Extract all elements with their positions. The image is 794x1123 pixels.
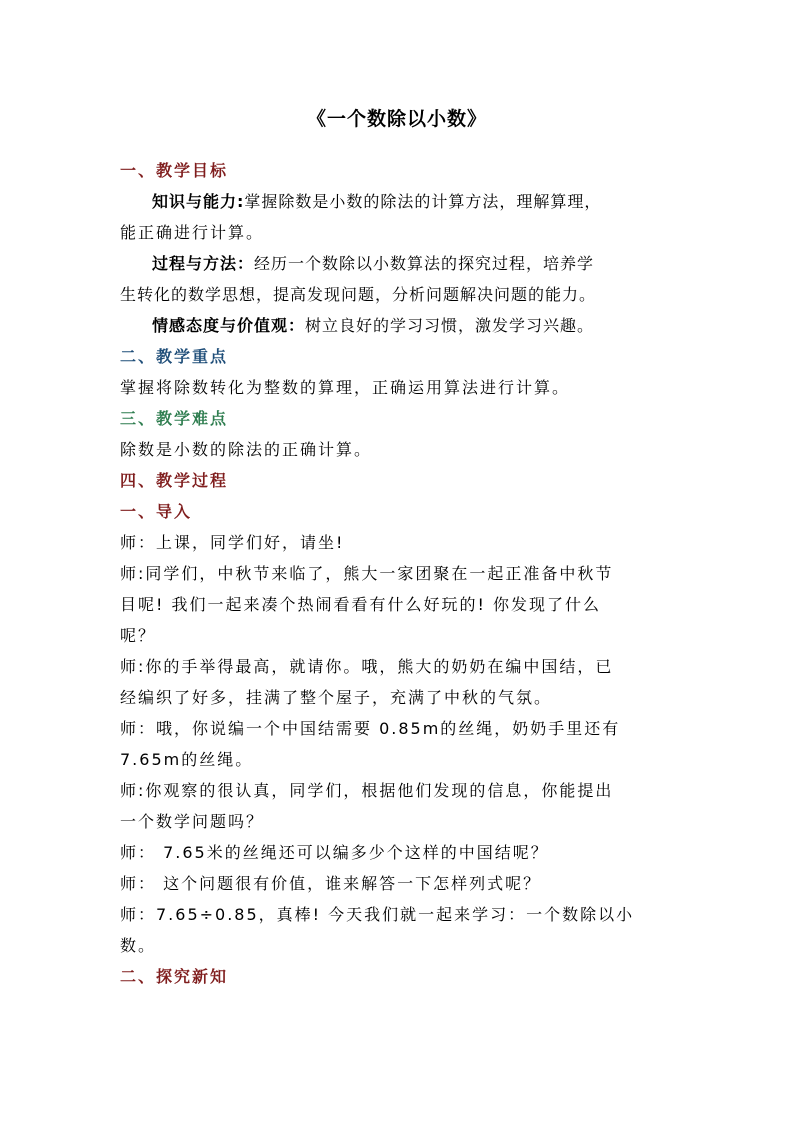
dialogue-line: 呢？ (120, 626, 157, 645)
objective-knowledge-line1 (120, 186, 676, 217)
objective-process-line2: 生转化的数学思想，提高发现问题，分析问题解决问题的能力。 (120, 285, 597, 304)
subheading-introduction: 一、导入 (120, 502, 193, 521)
objective-emotion-line (120, 310, 676, 341)
page-title: 《一个数除以小数》 (306, 108, 487, 130)
dialogue-line: 师： 7.65米的丝绳还可以编多少个这样的中国结呢？ (120, 843, 549, 862)
dialogue-line: 数。 (120, 936, 157, 955)
dialogue-line: 7.65m的丝绳。 (120, 750, 254, 769)
dialogue-line: 师:同学们，中秋节来临了，熊大一家团聚在一起正准备中秋节 (120, 564, 614, 583)
objective-process-line1 (120, 248, 676, 279)
dialogue-line: 师:你的手举得最高，就请你。哦，熊大的奶奶在编中国结，已 (120, 657, 614, 676)
dialogue-line: 目呢! 我们一起来凑个热闹看看有什么好玩的! 你发现了什么 (120, 595, 602, 614)
section-heading-key-points: 二、教学重点 (120, 347, 229, 366)
dialogue-line: 经编织了好多，挂满了整个屋子，充满了中秋的气氛。 (120, 688, 553, 707)
dialogue-line: 师：上课，同学们好，请坐! (120, 533, 345, 552)
subheading-explore-new-knowledge: 二、探究新知 (120, 967, 229, 986)
dialogue-line: 师：7.65÷0.85，真棒! 今天我们就一起来学习：一个数除以小 (120, 905, 635, 924)
dialogue-line: 一个数学问题吗？ (120, 812, 265, 831)
dialogue-line: 师：哦，你说编一个中国结需要 0.85m的丝绳，奶奶手里还有 (120, 719, 621, 738)
objective-process-text: 经历一个数除以小数算法的探究过程，培养学 (254, 254, 595, 273)
objective-process-label: 过程与方法： (152, 254, 255, 273)
objective-emotion-label: 情感态度与价值观： (152, 316, 306, 335)
document-body (120, 155, 676, 992)
section-heading-process: 四、教学过程 (120, 471, 229, 490)
difficulties-text: 除数是小数的除法的正确计算。 (120, 440, 373, 459)
objective-emotion-text: 树立良好的学习习惯，激发学习兴趣。 (305, 316, 595, 335)
section-heading-objectives: 一、教学目标 (120, 161, 229, 180)
objective-knowledge-line2: 能正确进行计算。 (120, 223, 265, 242)
dialogue-line: 师： 这个问题很有价值，谁来解答一下怎样列式呢？ (120, 874, 542, 893)
key-points-text: 掌握将除数转化为整数的算理，正确运用算法进行计算。 (120, 378, 571, 397)
objective-knowledge-label: 知识与能力: (152, 192, 245, 211)
dialogue-line: 师:你观察的很认真，同学们，根据他们发现的信息，你能提出 (120, 781, 614, 800)
objective-knowledge-text: 掌握除数是小数的除法的计算方法，理解算理， (244, 192, 602, 211)
section-heading-difficulties: 三、教学难点 (120, 409, 229, 428)
